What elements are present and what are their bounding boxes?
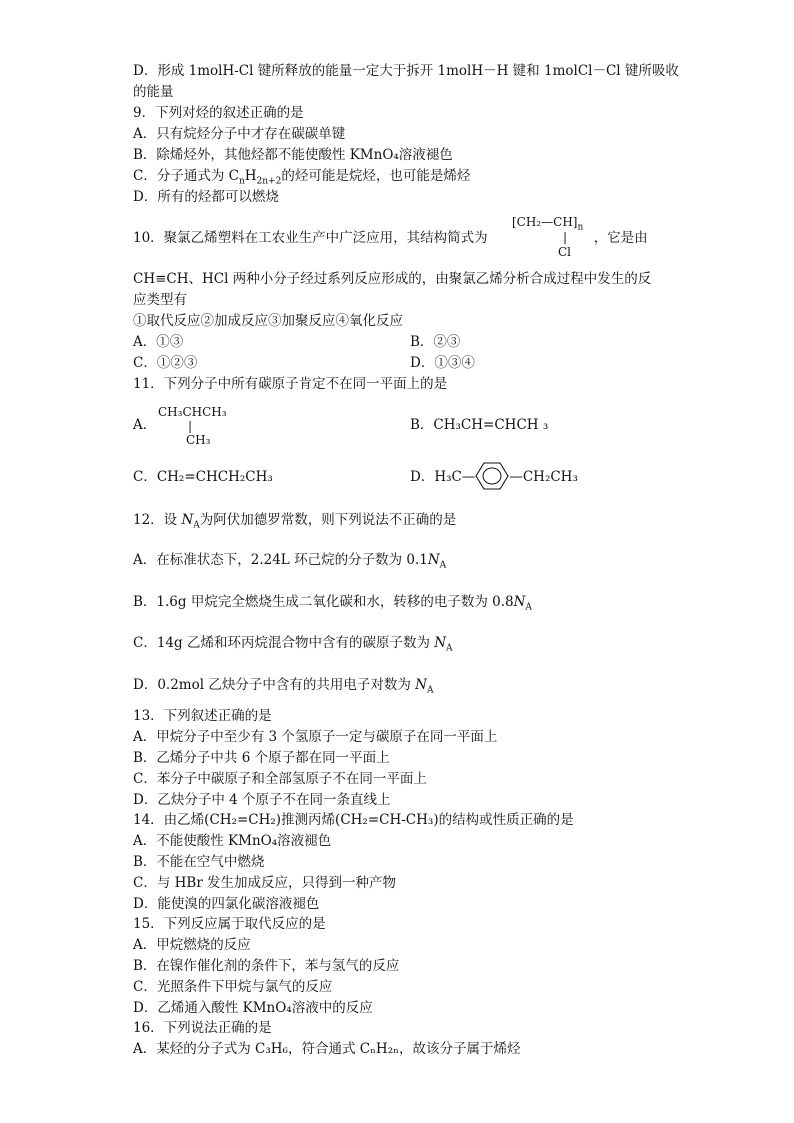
q15-stem: 15．下列反应属于取代反应的是 <box>133 916 326 932</box>
q10-stem-pre: 10．聚氯乙烯塑料在工农业生产中广泛应用，其结构简式为 <box>133 230 488 246</box>
q10-stem-post: ，它是由 <box>593 230 648 246</box>
q11d-left-group: H₃C— <box>434 469 476 485</box>
q12-option-d <box>133 676 433 694</box>
q11-option-a-label: A． <box>133 417 157 433</box>
q9c-sub-n: n <box>238 176 245 187</box>
q9-option-d: D．所有的烃都可以燃烧 <box>133 189 279 205</box>
q12a-text: A．在标准状态下，2.24L 环己烷的分子数为 0.1 <box>133 552 428 568</box>
q9c-text-pre: C．分子通式为 C <box>133 168 239 184</box>
q12c-a: A <box>446 643 453 654</box>
q12d-n: N <box>415 677 427 693</box>
q12-option-c <box>133 634 453 652</box>
q12d-text: D．0.2mol 乙炔分子中含有的共用电子对数为 <box>133 677 416 693</box>
q10-stem-line3: 应类型有 <box>133 292 187 308</box>
benzene-ring-icon <box>475 461 509 491</box>
q14-option-b: B．不能在空气中燃烧 <box>133 854 265 870</box>
q12b-text: B．1.6g 甲烷完全燃烧生成二氧化碳和水，转移的电子数为 0.8 <box>133 594 514 610</box>
q12-post: 为阿伏加德罗常数，则下列说法不正确的是 <box>199 512 457 528</box>
q14-option-d: D．能使溴的四氯化碳溶液褪色 <box>133 896 320 912</box>
pvc-structure-formula <box>512 215 584 233</box>
q12d-a: A <box>426 685 434 696</box>
q11d-label: D． <box>410 469 435 485</box>
q12-option-b <box>133 593 532 611</box>
q10-reaction-types: ①取代反应②加成反应③加聚反应④氧化反应 <box>133 313 403 329</box>
q12a-a: A <box>439 560 447 571</box>
isobutane-bond: | <box>188 419 193 433</box>
q10-option-d: D．①③④ <box>410 355 475 371</box>
pvc-subscript-n: n <box>577 222 584 233</box>
q15-option-c: C．光照条件下甲烷与氯气的反应 <box>133 979 333 995</box>
q11d-right-group: —CH₂CH₃ <box>509 469 578 485</box>
q15-option-d: D．乙烯通入酸性 KMnO₄溶液中的反应 <box>133 1000 373 1016</box>
q12-na-n: N <box>181 512 194 528</box>
q8-option-d-line1: D．形成 1molH-Cl 键所释放的能量一定大于拆开 1molH－H 键和 1molCl－Cl 键所吸收 <box>133 63 679 79</box>
q10-option-b: B．②③ <box>410 334 461 350</box>
q14-option-c: C．与 HBr 发生加成反应，只得到一种产物 <box>133 875 397 891</box>
q12a-n: N <box>427 552 440 568</box>
q12b-n: N <box>513 594 526 610</box>
q10-stem-line2: CH≡CH、HCl 两种小分子经过系列反应形成的，由聚氯乙烯分析合成过程中发生的反 <box>133 271 652 287</box>
q9c-sub-2n2: 2n+2 <box>256 176 282 187</box>
q11-option-b: B．CH₃CH=CHCH ₃ <box>410 417 549 433</box>
q9c-h: H <box>244 168 257 184</box>
q8-option-d-line2: 的能量 <box>133 84 174 100</box>
pvc-chlorine: Cl <box>558 245 572 259</box>
isobutane-methyl: CH₃ <box>186 433 211 447</box>
q13-option-b: B．乙烯分子中共 6 个原子都在同一平面上 <box>133 750 390 766</box>
q12-option-a <box>133 551 446 569</box>
q13-option-d: D．乙炔分子中 4 个原子不在同一条直线上 <box>133 792 391 808</box>
q11-option-c: C．CH₂=CHCH₂CH₃ <box>133 469 273 485</box>
q12-stem <box>133 511 456 529</box>
q13-option-c: C．苯分子中碳原子和全部氢原子不在同一平面上 <box>133 771 427 787</box>
q13-stem: 13．下列叙述正确的是 <box>133 708 272 724</box>
q14-stem: 14．由乙烯(CH₂=CH₂)推测丙烯(CH₂=CH-CH₃)的结构或性质正确的是 <box>133 812 574 828</box>
q13-option-a: A．甲烷分子中至少有 3 个氢原子一定与碳原子在同一平面上 <box>133 729 498 745</box>
q15-option-a: A．甲烷燃烧的反应 <box>133 937 251 953</box>
q11-stem: 11．下列分子中所有碳原子肯定不在同一平面上的是 <box>133 376 448 392</box>
q11-option-d <box>410 468 578 486</box>
q9-option-b: B．除烯烃外，其他烃都不能使酸性 KMnO₄溶液褪色 <box>133 147 453 163</box>
q9-stem: 9．下列对烃的叙述正确的是 <box>133 105 304 121</box>
q12c-n: N <box>434 635 447 651</box>
q12b-a: A <box>525 602 532 613</box>
q16-stem: 16．下列说法正确的是 <box>133 1020 272 1036</box>
pvc-bond-bar: | <box>563 230 568 244</box>
q16-option-a: A．某烃的分子式为 C₃H₆，符合通式 CₙH₂ₙ，故该分子属于烯烃 <box>133 1041 521 1057</box>
q10-option-c: C．①②③ <box>133 355 198 371</box>
q12-na-a: A <box>193 520 200 531</box>
isobutane-top: CH₃CHCH₃ <box>158 405 227 419</box>
q12-pre: 12．设 <box>133 512 182 528</box>
q10-option-a: A．①③ <box>133 334 184 350</box>
q9-option-c <box>133 167 470 185</box>
q9c-text-post: 的烃可能是烷烃，也可能是烯烃 <box>281 168 471 184</box>
q15-option-b: B．在镍作催化剂的条件下，苯与氢气的反应 <box>133 958 400 974</box>
pvc-repeat-unit: [CH₂—CH] <box>512 215 578 229</box>
q14-option-a: A．不能使酸性 KMnO₄溶液褪色 <box>133 833 332 849</box>
q12c-text: C．14g 乙烯和环丙烷混合物中含有的碳原子数为 <box>133 635 435 651</box>
q9-option-a: A．只有烷烃分子中才存在碳碳单键 <box>133 126 346 142</box>
